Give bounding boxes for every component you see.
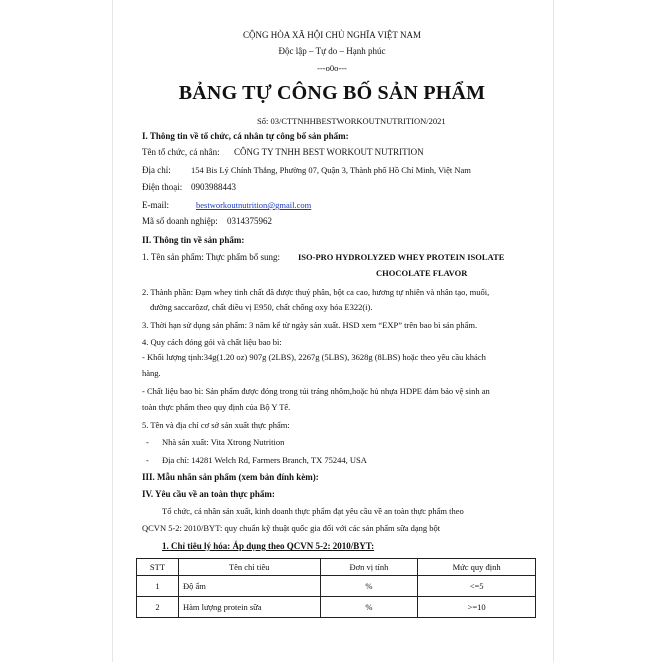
org-label: Tên tổ chức, cá nhân: — [142, 147, 220, 157]
net-weight-line2: hàng. — [142, 368, 161, 378]
header-cell: STT — [137, 559, 179, 576]
section-2-heading: II. Thông tin về sản phẩm: — [142, 235, 245, 245]
address-value: 154 Bis Lý Chính Thắng, Phường 07, Quận 3, Thành phố Hồ Chí Minh, Việt Nam — [191, 165, 471, 175]
table-cell: >=10 — [418, 597, 536, 618]
criteria-table — [136, 558, 536, 618]
document-number: Số: 03/CTTNHHBESTWORKOUTNUTRITION/2021 — [257, 116, 446, 126]
phone-value: 0903988443 — [191, 182, 236, 192]
address-label: Địa chỉ: — [142, 165, 171, 175]
product-name-line1: ISO-PRO HYDROLYZED WHEY PROTEIN ISOLATE — [298, 252, 505, 262]
safety-paragraph-line2: QCVN 5-2: 2010/BYT: quy chuẩn kỹ thuật quốc gia đối với các sản phẩm sữa dạng bột — [142, 523, 441, 533]
document-title: BẢNG TỰ CÔNG BỐ SẢN PHẨM — [178, 82, 486, 104]
tax-label: Mã số doanh nghiệp: — [142, 216, 218, 226]
email-label: E-mail: — [142, 200, 169, 210]
separator: ---o0o--- — [317, 63, 347, 73]
safety-paragraph-line1: Tổ chức, cá nhân sản xuất, kinh doanh thực phẩm đạt yêu cầu về an toàn thực phẩm theo — [162, 506, 464, 516]
table-cell: Hàm lượng protein sữa — [178, 597, 320, 618]
header-cell: Đơn vị tính — [320, 559, 418, 576]
criteria-heading: 1. Chỉ tiêu lý hóa: Áp dụng theo QCVN 5-2: 2010/BYT: — [162, 541, 375, 551]
section-3-heading: III. Mẫu nhãn sản phẩm (xem bản đính kèm): — [142, 472, 319, 482]
email-link[interactable]: bestworkoutnutrition@gmail.com — [196, 200, 312, 210]
manufacturer-name: Nhà sản xuất: Vita Xtrong Nutrition — [162, 437, 285, 447]
net-weight-line1: - Khối lượng tịnh:34g(1.20 oz) 907g (2LBS), 2267g (5LBS), 3628g (8LBS) hoặc theo yêu cầu khách — [142, 352, 486, 362]
table-cell: Độ ẩm — [178, 576, 320, 597]
packaging-heading: 4. Quy cách đóng gói và chất liệu bao bì: — [142, 337, 282, 347]
product-name-line2: CHOCOLATE FLAVOR — [376, 268, 468, 278]
packaging-material-line2: toàn thực phẩm theo quy định của Bộ Y Tế. — [142, 402, 291, 412]
table-header-row — [137, 559, 536, 576]
country-header: CỘNG HÒA XÃ HỘI CHỦ NGHĨA VIỆT NAM — [243, 30, 421, 40]
manufacturer-address-bullet: - — [146, 455, 149, 465]
table-cell: % — [320, 597, 418, 618]
table-cell: % — [320, 576, 418, 597]
header-cell: Mức quy định — [418, 559, 536, 576]
section-1-heading: I. Thông tin về tổ chức, cá nhân tự công bố sản phẩm: — [142, 131, 349, 141]
manufacturer-heading: 5. Tên và địa chỉ cơ sở sản xuất thực phẩm: — [142, 420, 290, 430]
manufacturer-address: Địa chỉ: 14281 Welch Rd, Farmers Branch, TX 75244, USA — [162, 455, 367, 465]
phone-label: Điện thoại: — [142, 182, 183, 192]
motto: Độc lập – Tự do – Hạnh phúc — [278, 46, 386, 56]
header-cell: Tên chỉ tiêu — [178, 559, 320, 576]
ingredients-line2: đường saccarôzơ, chất điều vị E950, chất chống oxy hóa E322(i). — [150, 302, 373, 312]
section-4-heading: IV. Yêu cầu về an toàn thực phẩm: — [142, 489, 275, 499]
ingredients-line1: 2. Thành phần: Đạm whey tinh chất đã được thuỷ phân, bột ca cao, hương tự nhiên và nhân tạo, muối, — [142, 287, 490, 297]
table-cell: 1 — [137, 576, 179, 597]
table-cell: 2 — [137, 597, 179, 618]
table-row — [137, 576, 536, 597]
table-row — [137, 597, 536, 618]
manufacturer-bullet: - — [146, 437, 149, 447]
org-value: CÔNG TY TNHH BEST WORKOUT NUTRITION — [234, 147, 424, 157]
tax-value: 0314375962 — [227, 216, 272, 226]
table-cell: <=5 — [418, 576, 536, 597]
product-name-label: 1. Tên sản phẩm: Thực phẩm bổ sung: — [142, 252, 281, 262]
packaging-material-line1: - Chất liệu bao bì: Sản phẩm được đóng trong túi tráng nhôm,hoặc hủ nhựa HDPE đảm bảo vệ sinh an — [142, 386, 490, 396]
shelf-life: 3. Thời hạn sử dụng sản phẩm: 3 năm kể từ ngày sản xuất. HSD xem “EXP” trên bao bì sản phẩm. — [142, 320, 478, 330]
